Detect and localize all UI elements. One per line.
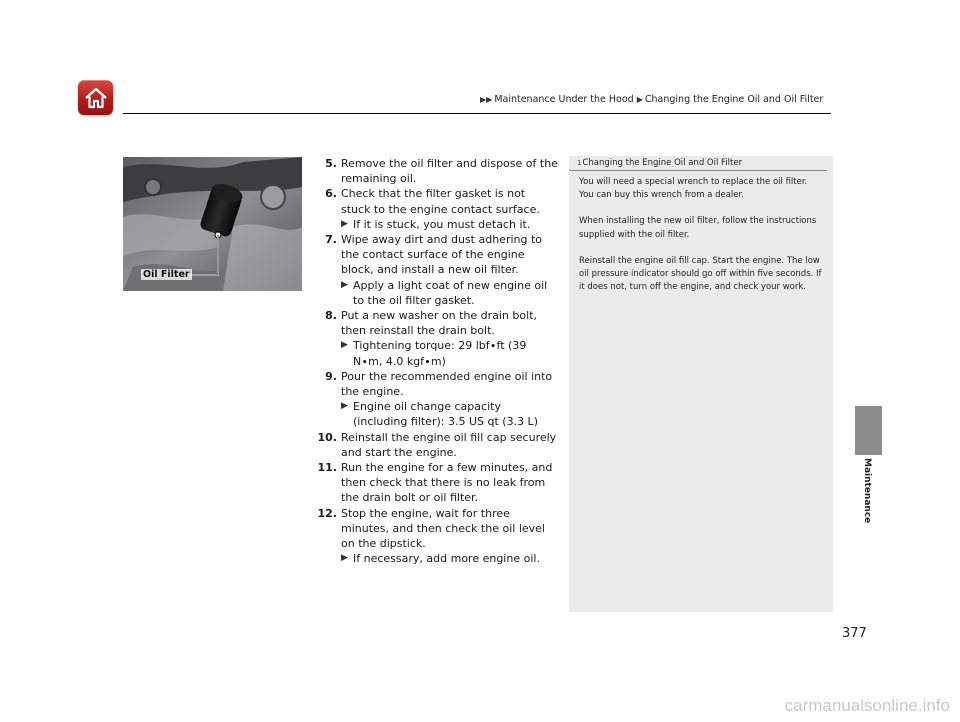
step-subitem-text: Tightening torque: 29 lbf∙ft (39 N∙m, 4.0 kgf∙m) [353,339,527,368]
procedure-steps [308,156,558,566]
note-sidebar [569,156,833,612]
step-text: Reinstall the engine oil fill cap securely and start the engine. [341,430,557,459]
step-item [308,369,558,399]
step-number: 9. [325,369,337,383]
step-number: 7. [325,233,337,247]
step-number: 10. [317,430,337,444]
step-text: Run the engine for a few minutes, and then check that there is no leak from the drain bolt or oil filter. [341,461,553,505]
step-item [308,156,558,186]
triangle-right-icon: ▶ [341,279,348,290]
step-number: 8. [325,309,337,323]
step-item [308,232,558,278]
home-icon [83,85,109,111]
breadcrumb [480,94,823,105]
sidebar-paragraph: You will need a special wrench to replace the oil filter. You can buy this wrench from a dealer. [579,177,808,201]
step-subitem [341,217,558,232]
triangle-right-icon: ▶ [341,401,348,412]
home-button[interactable] [78,80,113,115]
step-item [308,186,558,216]
breadcrumb-item[interactable]: Changing the Engine Oil and Oil Filter [644,94,824,105]
step-subitem [341,278,558,308]
step-subitem-text: If it is stuck, you must detach it. [353,217,531,231]
step-text: Stop the engine, wait for three minutes, and then check the oil level on the dipstick. [341,506,545,551]
page-number: 377 [842,626,867,641]
step-text: Wipe away dirt and dust adhering to the contact surface of the engine block, and install a new oil filter. [341,233,543,277]
step-item [308,460,558,506]
sidebar-title-text: Changing the Engine Oil and Oil Filter [582,158,743,168]
oil-filter-label: Oil Filter [143,269,190,280]
triangle-right-icon: ▶ [341,340,348,351]
watermark: carmanualsonline.info [784,696,950,715]
step-subitem [341,551,558,566]
header-divider [123,113,831,114]
sidebar-paragraph: Reinstall the engine oil fill cap. Start the engine. The low oil pressure indicator should go off within five seconds. If it does not, turn off the engine, and check your work. [579,255,822,293]
chapter-tab[interactable] [855,406,882,455]
sidebar-paragraph: When installing the new oil filter, follow the instructions supplied with the oil filter. [579,216,817,240]
sidebar-body [569,171,833,294]
triangle-right-icon: ▶ [636,95,643,104]
breadcrumb-item[interactable]: Maintenance Under the Hood [494,94,634,105]
step-subitem-text: Engine oil change capacity (including filter): 3.5 US qt (3.3 L) [353,400,538,429]
step-text: Check that the filter gasket is not stuck to the engine contact surface. [341,187,540,216]
step-item [308,506,558,552]
step-text: Remove the oil filter and dispose of the remaining oil. [341,157,558,186]
step-subitem-text: Apply a light coat of new engine oil to the oil filter gasket. [353,278,548,307]
step-subitem [341,399,558,429]
step-number: 5. [325,157,337,170]
triangle-right-icon: ▶▶ [480,95,493,104]
step-item [308,308,558,338]
step-text: Put a new washer on the drain bolt, then reinstall the drain bolt. [341,309,538,338]
sidebar-title [569,156,827,171]
step-number: 11. [317,461,337,475]
triangle-right-icon: ▶ [341,218,348,229]
step-subitem [341,338,558,368]
step-item [308,430,558,460]
triangle-right-icon: ▶ [341,553,348,564]
reference-mark-icon: 1 [577,159,582,167]
step-number: 12. [317,506,337,520]
step-subitem-text: If necessary, add more engine oil. [353,552,540,566]
chapter-tab-label: Maintenance [862,458,872,524]
step-text: Pour the recommended engine oil into the engine. [341,369,553,399]
step-number: 6. [325,187,337,201]
